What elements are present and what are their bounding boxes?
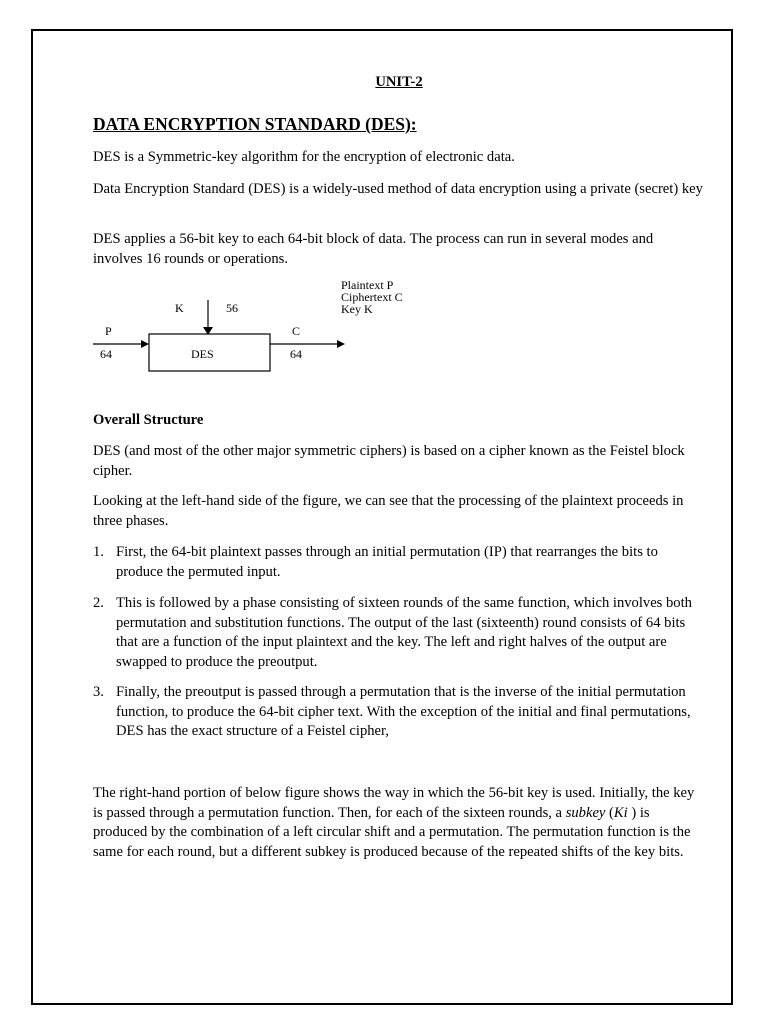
- output-bits-label: 64: [290, 347, 302, 361]
- list-text: First, the 64-bit plaintext passes through an initial permutation (IP) that rearranges the bits to produce the permuted input.: [116, 544, 658, 580]
- list-number: 2.: [93, 595, 104, 611]
- overall-paragraph-2: Looking at the left-hand side of the figure, we can see that the processing of the plaintext proceeds in three phases.: [93, 493, 684, 529]
- key-bits-label: 56: [226, 301, 238, 315]
- subkey-term: subkey: [565, 804, 606, 821]
- list-number: 3.: [93, 684, 104, 700]
- ki-term: Ki: [613, 804, 628, 821]
- overall-structure-heading: Overall Structure: [93, 412, 204, 428]
- key-schedule-paragraph: [93, 784, 705, 862]
- unit-title: UNIT-2: [375, 74, 423, 90]
- des-block-diagram: [93, 278, 453, 378]
- key-schedule-text-2: (: [605, 804, 614, 821]
- list-number: 1.: [93, 544, 104, 560]
- intro-paragraph-3: DES applies a 56-bit key to each 64-bit block of data. The process can run in several modes and involves 16 rounds or operations.: [93, 231, 654, 267]
- key-label: K: [175, 301, 184, 315]
- input-bits-label: 64: [100, 347, 112, 361]
- des-box-label: DES: [191, 347, 214, 361]
- intro-paragraph-2: Data Encryption Standard (DES) is a widely-used method of data encryption using a private (secret) key: [93, 181, 703, 197]
- legend-key: Key K: [341, 302, 373, 316]
- key-schedule-text-1: The right-hand portion of below figure shows the way in which the 56-bit key is used. Initially, the key is passed through a permutation function. Then, for each of the sixteen rounds, a: [93, 785, 695, 821]
- legend-ciphertext: Ciphertext C: [341, 290, 403, 304]
- legend-plaintext: Plaintext P: [341, 278, 394, 292]
- intro-paragraph-1: DES is a Symmetric-key algorithm for the encryption of electronic data.: [93, 149, 515, 165]
- page-title: DATA ENCRYPTION STANDARD (DES):: [93, 114, 417, 134]
- input-label: P: [105, 324, 112, 338]
- list-text: Finally, the preoutput is passed through a permutation that is the inverse of the initial permutation function, to produce the 64-bit cipher text. With the exception of the initial and final permutations, DES has the exact structure of a Feistel cipher,: [116, 684, 691, 739]
- overall-paragraph-1: DES (and most of the other major symmetric ciphers) is based on a cipher known as the Feistel block cipher.: [93, 443, 685, 479]
- output-arrow-head: [337, 340, 345, 348]
- output-label: C: [292, 324, 301, 338]
- list-text: This is followed by a phase consisting of sixteen rounds of the same function, which involves both permutation and substitution functions. The output of the last (sixteenth) round consists of 64 bits that are a function of the input plaintext and the key. The left and right halves of the output are swapped to produce the preoutput.: [116, 595, 692, 670]
- input-arrow-head: [141, 340, 149, 348]
- key-schedule-text-3: ) is produced by the combination of a left circular shift and a permutation. The permutation function is the same for each round, but a different subkey is produced because of the repeated shifts of the key bits.: [93, 804, 691, 860]
